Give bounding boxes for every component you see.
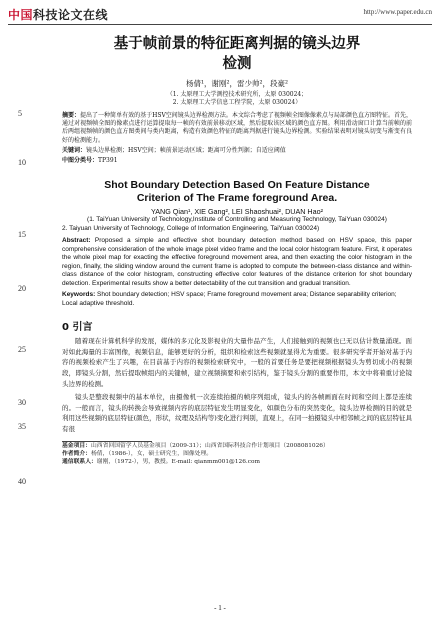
page-number: - 1 - xyxy=(214,604,226,612)
line-number: 40 xyxy=(18,477,26,486)
line-number: 15 xyxy=(18,230,26,239)
line-number: 20 xyxy=(18,284,26,293)
english-abstract: Abstract: Proposed a simple and effective shot boundary detection method based on HSV space, this paper comprehensive consideration of the whole image pixel video frame and the local color histogram feature. First, it operates the whole pixel map for exacting the effective foreground movement area, and then exacting the color histogram in the region, finally, the sliding window around the current frame is adopted to compute the between-class distance and within-class distance of the color histogram, constructing effective color features of the distance criterion for shot boundary detection. Experimental results show a better detectability of the cut transition and gradual transition. xyxy=(62,237,412,287)
paper-body xyxy=(62,30,412,466)
line-number: 30 xyxy=(18,398,26,407)
header-url[interactable]: http://www.paper.edu.cn xyxy=(363,8,432,16)
english-affiliation-1: (1. TaiYuan University of Technology,Institute of Controlling and Measuring Technology, TaiYuan 030024) xyxy=(87,216,387,224)
footnote-correspondence: 通信联系人：谢刚，（1972-），男，教授。E-mail: qianmm001@126.com xyxy=(62,458,260,465)
line-number: 5 xyxy=(18,109,22,118)
section-heading-intro: 0 引言 xyxy=(62,322,93,334)
english-authors: YANG Qian¹, XIE Gang², LEI Shaoshuai², DUAN Hao² xyxy=(150,207,324,217)
footnote-author: 作者简介：杨倩，（1986-），女，硕士研究生，图像处理。 xyxy=(62,450,213,457)
chinese-authors: 杨倩¹，谢刚²，雷少帅²，段豪² xyxy=(185,79,289,88)
header-rule xyxy=(8,24,432,25)
line-number: 25 xyxy=(18,345,26,354)
intro-paragraph-2: 镜头是整段视频中的基本单位，由摄像机一次连续拍摄的帧序列组成，镜头内的各帧画面在时间和空间上都是连续的。一般而言，镜头的转换会导致视频内容的底层特征发生明显变化，如颜色分布的突然变化，镜头边界检测的目的就是利用这些视频的底层特征(颜色，形状，纹理及结构等)变化进行判别，直观上，在同一拍摄镜头中相邻帧之间的底层特征具有很 xyxy=(62,393,412,433)
chinese-abstract: 摘要：提出了一种简单有效的基于HSV空间镜头边界检测方法。本文综合考虑了视频帧全图像像素点与局部颜色直方图特征。首先，通过对视频帧全图的像素点进行运算提取每一帧的有效前景移动区域，然后提取该区域的颜色直方图。利用滑动窗口计算当前帧的前后两组视频帧的颜色直方图类间与类内距离，构造有效颜色特征的距离判据进行镜头边界检测。实验结果表明对镜头切变与渐变有良好的检测能力。 xyxy=(62,112,412,144)
chinese-keywords: 关键词：镜头边界检测；HSV空间；帧前景运动区域；距离可分性判据；自适应阈值 xyxy=(62,146,286,154)
line-number: 35 xyxy=(18,422,26,431)
english-affiliation-2: 2. Taiyuan University of Technology, College of Information Engineering, TaiYuan 030024) xyxy=(62,224,320,232)
footnote-fund: 基金项目：山西省回国留学人员基金项目（2009-31）；山西省国际科技合作计划项目（2008081026） xyxy=(62,442,329,449)
intro-paragraph-1: 随着现在计算机科学的发展，媒体的多元化及影视业的大量作品产生，人们接触到的视频也已无以估计数量涌现。面对如此海量的丰富图像，视频信息，能够更好的分析，组织和检索这些视频就显得尤为重要。很多研究学者开始对基于内容的视频检索产生了兴趣，在目前基于内容的视频检索研究中，一般的首要任务是要把视频根据镜头为剪切成小的视频段，即镜头分割，然后提取帧组内的关键帧，建立视频摘要和索引结构，鉴于镜头分割的重要作用，本文中将着重讨论镜头边界的检测。 xyxy=(62,337,412,388)
chinese-affiliations: （1. 太原理工大学测控技术研究所，太原 030024； 2. 太原理工大学信息工程学院，太原 030024） xyxy=(166,91,308,106)
english-title: Shot Boundary Detection Based On Feature Distance Criterion of The Frame foreground Area. xyxy=(104,179,370,205)
chinese-title: 基于帧前景的特征距离判据的镜头边界 检测 xyxy=(113,36,361,72)
page-header xyxy=(8,6,432,22)
english-keywords: Keywords: Shot boundary detection; HSV space; Frame foreground movement area; Distance separability criterion; Local adaptive threshold. xyxy=(62,291,397,307)
line-number: 10 xyxy=(18,158,26,167)
classification-number: 中图分类号：TP391 xyxy=(62,157,118,165)
journal-logo: 中国科技论文在线 xyxy=(8,8,109,22)
